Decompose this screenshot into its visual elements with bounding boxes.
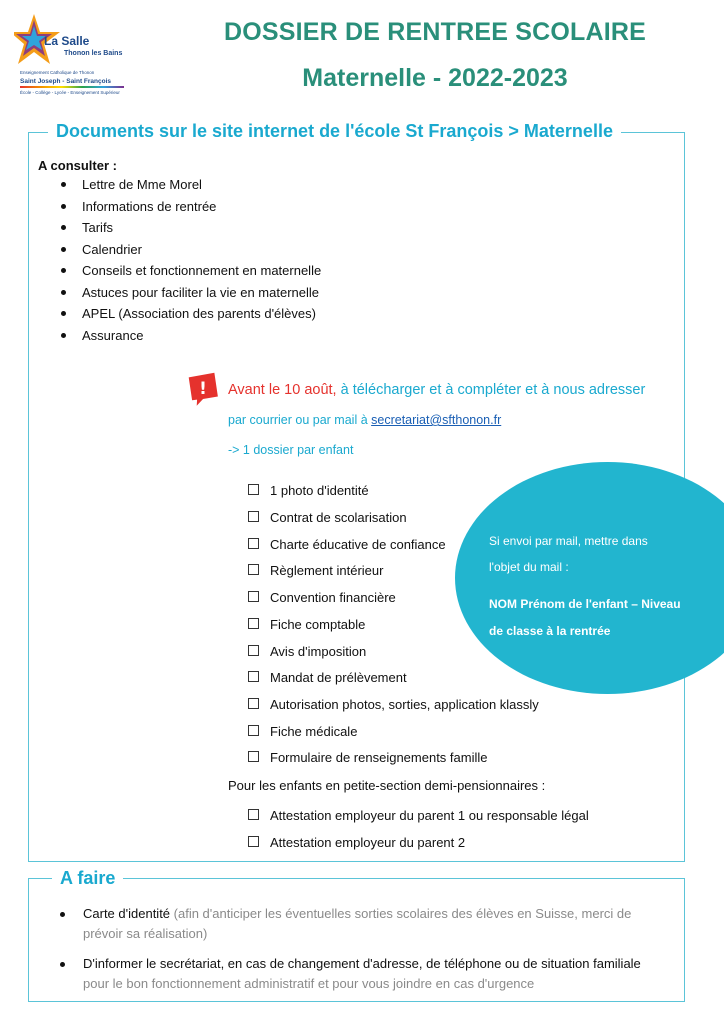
bullet-icon <box>61 182 66 187</box>
deadline-instructions: à télécharger et à compléter et à nous adresser <box>336 382 646 398</box>
list-item <box>82 325 321 347</box>
todo-detail: (afin d'anticiper les éventuelles sorties scolaires des élèves en Suisse, merci de <box>170 906 632 921</box>
list-item <box>82 174 321 196</box>
school-logo <box>14 12 126 102</box>
bubble-line1: Si envoi par mail, mettre dans <box>489 534 648 548</box>
half-board-note: Pour les enfants en petite-section demi-pensionnaires : <box>228 778 546 793</box>
mail-prefix: par courrier ou par mail à <box>228 413 372 427</box>
bubble-line3: NOM Prénom de l'enfant – Niveau <box>489 597 681 611</box>
checklist-item[interactable] <box>248 835 465 850</box>
checklist-label: Fiche médicale <box>270 724 358 739</box>
checklist-item[interactable] <box>248 617 365 632</box>
list-item <box>82 217 321 239</box>
todo-main: D'informer le secrétariat, en cas de changement d'adresse, de téléphone ou de situation familiale <box>83 956 641 971</box>
logo-city: Thonon les Bains <box>64 50 123 57</box>
checklist-label: Attestation employeur du parent 2 <box>270 835 466 850</box>
checkbox-icon[interactable] <box>248 538 259 549</box>
bubble-line4: de classe à la rentrée <box>489 624 611 638</box>
consult-list <box>82 174 321 346</box>
list-item-label: APEL (Association des parents d'élèves) <box>82 306 316 321</box>
checkbox-icon[interactable] <box>248 809 259 820</box>
svg-text:!: ! <box>199 379 207 399</box>
checkbox-icon[interactable] <box>248 511 259 522</box>
checklist-label: 1 photo d'identité <box>270 483 369 498</box>
checkbox-icon[interactable] <box>248 671 259 682</box>
bubble-line2: l'objet du mail : <box>489 560 569 574</box>
list-item <box>82 260 321 282</box>
per-child-note: -> 1 dossier par enfant <box>228 443 354 457</box>
checklist-item[interactable] <box>248 670 407 685</box>
bullet-icon <box>61 333 66 338</box>
todo-item <box>83 954 673 994</box>
page-subtitle: Maternelle - 2022-2023 <box>302 64 568 92</box>
todo-item <box>83 904 673 944</box>
checkbox-icon[interactable] <box>248 591 259 602</box>
page-title: DOSSIER DE RENTREE SCOLAIRE <box>223 18 647 46</box>
checklist-item[interactable] <box>248 644 366 659</box>
bullet-icon <box>61 247 66 252</box>
checklist-label: Avis d'imposition <box>270 644 367 659</box>
checklist-item[interactable] <box>248 808 589 823</box>
bullet-icon <box>61 290 66 295</box>
checkbox-icon[interactable] <box>248 645 259 656</box>
checklist-item[interactable] <box>248 537 446 552</box>
todo-main: Carte d'identité <box>83 906 171 921</box>
checkbox-icon[interactable] <box>248 484 259 495</box>
bullet-icon <box>61 268 66 273</box>
list-item-label: Tarifs <box>82 220 114 235</box>
checklist-label: Autorisation photos, sorties, application klassly <box>270 697 539 712</box>
list-item <box>82 303 321 325</box>
checkbox-icon[interactable] <box>248 725 259 736</box>
todo-detail-cont: pour le bon fonctionnement administratif et pour vous joindre en cas d'urgence <box>83 976 535 991</box>
checkbox-icon[interactable] <box>248 698 259 709</box>
checklist-label: Formulaire de renseignements famille <box>270 750 488 765</box>
logo-line2: Saint Joseph - Saint François <box>20 78 112 85</box>
deadline-date: Avant le 10 août, <box>228 382 337 398</box>
checklist-item[interactable] <box>248 697 539 712</box>
list-item-label: Conseils et fonctionnement en maternelle <box>82 263 322 278</box>
alert-icon <box>186 372 220 406</box>
checklist-item[interactable] <box>248 563 383 578</box>
todo-section-title: A faire <box>52 868 123 889</box>
bullet-icon <box>61 204 66 209</box>
deadline-line <box>228 382 645 398</box>
checklist-label: Règlement intérieur <box>270 563 384 578</box>
logo-brand: La Salle <box>44 34 90 48</box>
list-item <box>82 239 321 261</box>
list-item-label: Assurance <box>82 327 144 343</box>
checklist-item[interactable] <box>248 724 357 739</box>
checklist-item[interactable] <box>248 483 369 498</box>
list-item-label: Calendrier <box>82 241 142 257</box>
bullet-icon <box>60 962 65 967</box>
email-link[interactable]: secretariat@sfthonon.fr <box>371 413 502 427</box>
documents-section-title: Documents sur le site internet de l'école St François > Maternelle <box>48 121 621 142</box>
list-item <box>82 196 321 218</box>
checklist-label: Mandat de prélèvement <box>270 670 407 685</box>
consult-label: A consulter : <box>38 158 117 173</box>
logo-line3: École - Collège - Lycée - Enseignement Supérieur <box>20 90 120 95</box>
list-item-label: Informations de rentrée <box>82 198 217 214</box>
checkbox-icon[interactable] <box>248 618 259 629</box>
todo-detail-cont: prévoir sa réalisation) <box>83 926 208 941</box>
bullet-icon <box>61 311 66 316</box>
checklist-label: Fiche comptable <box>270 617 366 632</box>
logo-color-bar <box>20 86 124 88</box>
logo-line1: Enseignement Catholique de Thonon <box>20 70 95 75</box>
checklist-label: Charte éducative de confiance <box>270 537 446 552</box>
checklist-label: Convention financière <box>270 590 396 605</box>
checklist-label: Contrat de scolarisation <box>270 510 407 525</box>
list-item-label: Astuces pour faciliter la vie en maternelle <box>82 284 320 300</box>
checklist-item[interactable] <box>248 590 396 605</box>
checklist-item[interactable] <box>248 750 487 765</box>
list-item-label: Lettre de Mme Morel <box>82 177 202 192</box>
bullet-icon <box>61 225 66 230</box>
bullet-icon <box>60 912 65 917</box>
checklist-item[interactable] <box>248 510 407 525</box>
list-item <box>82 282 321 304</box>
mail-line <box>228 413 501 427</box>
checklist-label: Attestation employeur du parent 1 ou responsable légal <box>270 808 589 823</box>
checkbox-icon[interactable] <box>248 564 259 575</box>
checkbox-icon[interactable] <box>248 751 259 762</box>
checkbox-icon[interactable] <box>248 836 259 847</box>
